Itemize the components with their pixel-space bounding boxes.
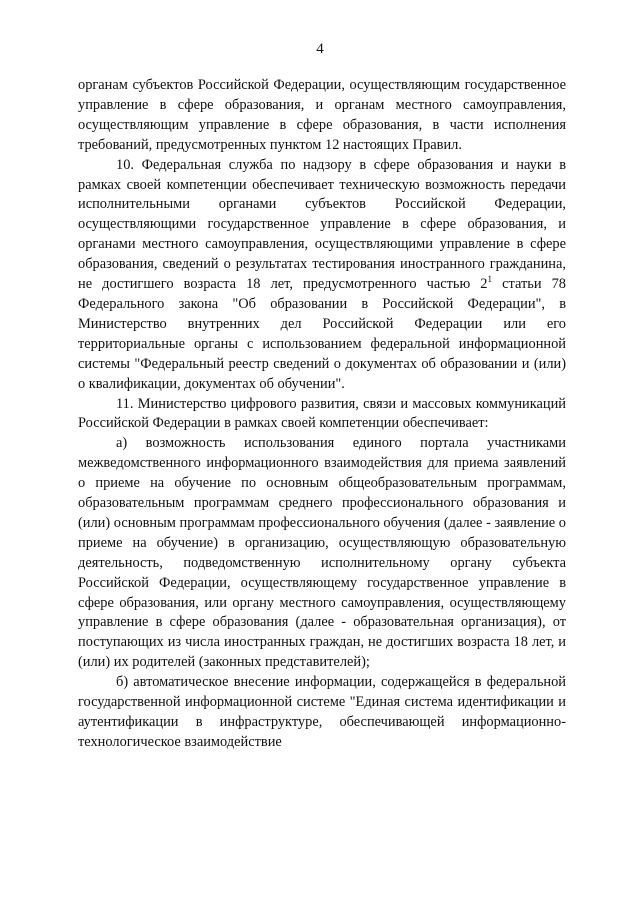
paragraph-continuation: органам субъектов Российской Федерации, осуществляющим государственное управление в сфере образования, и органам местного самоуправления, осуществляющим управление в сфере образования, в части исполнения требований, предусмотренных пунктом 12 настоящих Правил. xyxy=(78,77,566,153)
paragraph-10-superscript: 1 xyxy=(487,274,493,285)
paragraph-10-text-end: статьи 78 Федерального закона "Об образовании в Российской Федерации", в Министерство внутренних дел Российской Федерации или его территориальные органы с использованием федеральной информационной системы "Федеральный реестр сведений о документах об образовании и (или) о квалификации, документах об обучении". xyxy=(78,276,566,392)
paragraph-11: 11. Министерство цифрового развития, связи и массовых коммуникаций Российской Федерации в рамках своей компетенции обеспечивает: xyxy=(78,395,566,432)
paragraph-10-text-start: 10. Федеральная служба по надзору в сфере образования и науки в рамках своей компетенции обеспечивает техническую возможность передачи исполнительными органами субъектов Российской Федерации, осуществляющими государственное управление в сфере образования, и органами местного самоуправления, осуществляющими управление в сфере образования, сведений о результатах тестирования иностранного гражданина, не достигшего возраста 18 лет, предусмотренного частью 2 xyxy=(78,156,566,293)
paragraph-11-a: а) возможность использования единого портала участниками межведомственного информационного взаимодействия для приема заявлений о приеме на обучение по основным общеобразовательным программам, образовательным программам среднего профессионального образования и (или) основным программам профессионального обучения (далее - заявление о приеме на обучение) в организацию, осуществляющую образовательную деятельность, подведомственную исполнительному органу субъекта Российской Федерации, осуществляющему государственное управление в сфере образования, или органу местного самоуправления, осуществляющему управление в сфере образования (далее - образовательная организация), от поступающих из числа иностранных граждан, не достигших возраста 18 лет, и (или) их родителей (законных представителей); xyxy=(78,435,566,671)
paragraph-11-b: б) автоматическое внесение информации, содержащейся в федеральной государственной информационной системе "Единая система идентификации и аутентификации в инфраструктуре, обеспечивающей информационно-технологическое взаимодействие xyxy=(78,674,566,750)
document-body xyxy=(78,76,566,753)
paragraph-10 xyxy=(78,156,566,395)
page-number: 4 xyxy=(316,41,324,57)
